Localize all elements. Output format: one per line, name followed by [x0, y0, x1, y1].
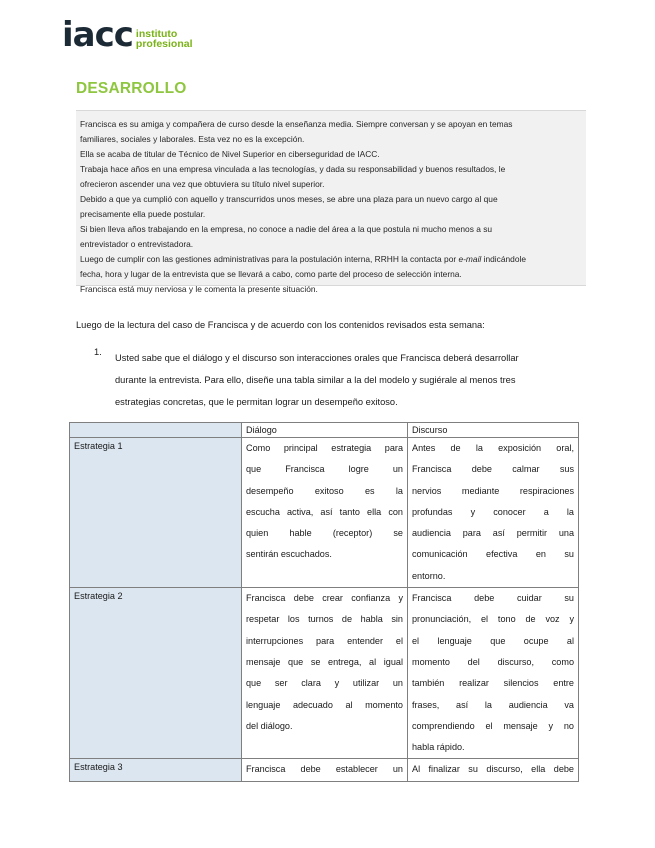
- cell-line: comprendiendo el mensaje y no: [412, 720, 574, 731]
- cell-line: el lenguaje que ocupe al: [412, 635, 574, 646]
- case-line: Si bien lleva años trabajando en la empresa, no conoce a nadie del área a la que postula ni mucho menos a su: [80, 224, 493, 234]
- cell-line: habla rápido.: [412, 742, 465, 753]
- cell-line: mensaje que se entrega, al igual: [246, 656, 403, 667]
- table-header-row: [70, 423, 579, 438]
- cell-line: momento del discurso, como: [412, 656, 574, 667]
- dialogo-cell: [242, 438, 408, 588]
- cell-line: Antes de la exposición oral,: [412, 443, 574, 453]
- cell-line: frases, así la audiencia va: [412, 699, 574, 710]
- cell-line: quien hable (receptor) se: [246, 528, 403, 539]
- iacc-logo: [62, 15, 193, 55]
- logo-mark: iacc: [62, 15, 133, 55]
- logo-subtitle: [136, 29, 193, 49]
- cell-line: sentirán escuchados.: [246, 549, 332, 560]
- discurso-cell: [408, 759, 579, 781]
- cell-line: Francisca debe cuidar su: [412, 593, 574, 604]
- item-number: 1.: [94, 347, 102, 357]
- case-line: fecha, hora y lugar de la entrevista que se llevará a cabo, como parte del proceso de selección interna.: [80, 269, 462, 279]
- cell-line: respetar los turnos de habla sin: [246, 614, 403, 625]
- cell-line: Francisca debe establecer un: [246, 764, 403, 775]
- cell-line: interrupciones para entender el: [246, 635, 403, 646]
- table-row: [70, 759, 579, 781]
- case-line: Francisca está muy nerviosa y le comenta la presente situación.: [80, 284, 318, 294]
- logo-line-2: profesional: [135, 38, 193, 50]
- cell-line: Como principal estrategia para: [246, 443, 403, 453]
- cell-line: Al finalizar su discurso, ella debe: [412, 764, 574, 775]
- item-line: Usted sabe que el diálogo y el discurso son interacciones orales que Francisca deberá desarrollar: [115, 353, 519, 363]
- cell-line: Francisca debe crear confianza y: [246, 593, 403, 604]
- case-line-with-email: [80, 252, 582, 267]
- cell-line: comunicación efectiva en su: [412, 549, 574, 560]
- item-line: durante la entrevista. Para ello, diseñe una tabla similar a la del modelo y sugiérale al menos tres: [115, 375, 516, 385]
- cell-line: del diálogo.: [246, 720, 293, 731]
- item-line: estrategias concretas, que le permitan lograr un desempeño exitoso.: [115, 397, 398, 407]
- cell-line: escucha activa, así tanto ella con: [246, 506, 403, 517]
- table-row: [70, 588, 579, 759]
- logo-line-1: instituto: [135, 28, 178, 40]
- cell-line: pronunciación, el tono de voz y: [412, 614, 574, 625]
- cell-line: que Francisca logre un: [246, 464, 403, 475]
- case-line: Francisca es su amiga y compañera de curso desde la enseñanza media. Siempre conversan y se apoyan en temas: [80, 119, 513, 129]
- email-italic: e-mail: [458, 254, 482, 264]
- case-line: Debido a que ya cumplió con aquello y transcurridos unos meses, se abre una plaza para un nuevo cargo al que: [80, 194, 498, 204]
- row-label: Estrategia 2: [70, 588, 242, 759]
- case-line: precisamente ella puede postular.: [80, 209, 206, 219]
- dialogo-cell: [242, 759, 408, 781]
- cell-line: desempeño exitoso es la: [246, 485, 403, 496]
- case-line: entrevistador o entrevistadora.: [80, 239, 194, 249]
- cell-line: también realizar silencios entre: [412, 678, 574, 689]
- cell-line: lenguaje adecuado al momento: [246, 699, 403, 710]
- cell-line: profundas y conocer a la: [412, 506, 574, 517]
- cell-line: nervios mediante respiraciones: [412, 485, 574, 496]
- row-label: Estrategia 3: [70, 759, 242, 781]
- intro-paragraph: Luego de la lectura del caso de Francisca y de acuerdo con los contenidos revisados esta semana:: [76, 320, 485, 330]
- section-title: DESARROLLO: [76, 80, 187, 97]
- case-description-box: [76, 110, 586, 294]
- strategies-table: [69, 422, 579, 782]
- header-dialogo: Diálogo: [242, 423, 408, 438]
- table-row: [70, 438, 579, 588]
- case-line: familiares, sociales y laborales. Esta vez no es la excepción.: [80, 134, 305, 144]
- header-blank-cell: [70, 423, 242, 438]
- cell-line: que ser clara y utilizar un: [246, 678, 403, 689]
- discurso-cell: [408, 438, 579, 588]
- cell-line: audiencia para así permitir una: [412, 528, 574, 539]
- discurso-cell: [408, 588, 579, 759]
- case-line: Trabaja hace años en una empresa vinculada a las tecnologías, y dada su responsabilidad y buenos resultados, le: [80, 164, 506, 174]
- case-line: ofrecieron ascender una vez que obtuviera su título nivel superior.: [80, 179, 325, 189]
- header-discurso: Discurso: [408, 423, 579, 438]
- case-line-text: Luego de cumplir con las gestiones administrativas para la postulación interna, RRHH la contacta por: [80, 254, 457, 264]
- case-line-tail: indicándole: [483, 254, 526, 264]
- cell-line: entorno.: [412, 570, 446, 581]
- row-label: Estrategia 1: [70, 438, 242, 588]
- cell-line: Francisca debe calmar sus: [412, 464, 574, 475]
- dialogo-cell: [242, 588, 408, 759]
- case-line: Ella se acaba de titular de Técnico de Nivel Superior en ciberseguridad de IACC.: [80, 149, 380, 159]
